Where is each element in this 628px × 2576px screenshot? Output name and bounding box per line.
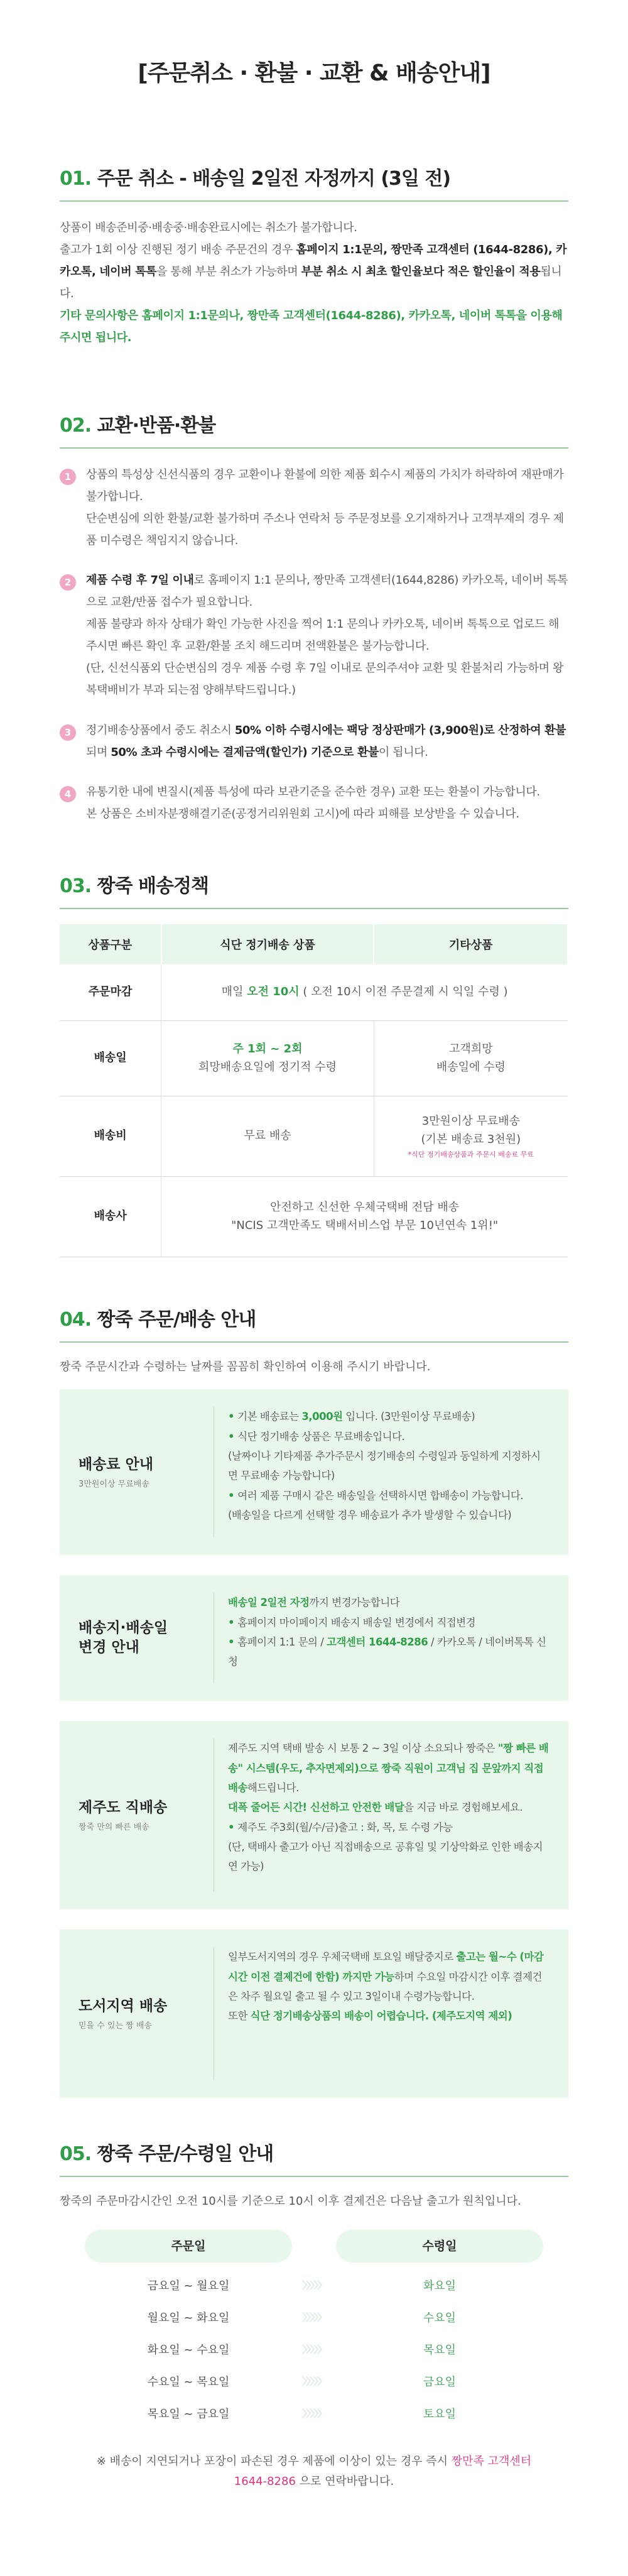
box-heading: 배송료 안내 3만원이상 무료배송	[78, 1456, 154, 1490]
list-item	[60, 781, 568, 825]
table-row: 목요일 ~ 금요일 〉〉〉〉〉 토요일	[85, 2397, 543, 2429]
section-heading: 교환·반품·환불	[97, 414, 216, 437]
box-heading: 도서지역 배송 믿을 수 있는 짱 배송	[78, 1998, 168, 2031]
table-cell: 고객희망 배송일에 수령	[374, 1021, 568, 1096]
section-title	[60, 1304, 568, 1331]
bullet-icon: •	[228, 1411, 238, 1423]
table-cell: 주 1회 ~ 2회 희망배송요일에 정기적 수령	[161, 1021, 374, 1096]
number-badge: 4	[60, 786, 76, 802]
section-title	[60, 870, 568, 898]
row-label: 배송사	[60, 1177, 161, 1257]
section-exchange-refund	[60, 410, 568, 825]
section-order-receive-dates	[60, 2138, 568, 2491]
divider	[60, 200, 568, 202]
divider	[60, 2176, 568, 2177]
table-row	[60, 1096, 568, 1177]
section-intro: 짱죽의 주문마감시간인 오전 10시를 기준으로 10시 이후 결제건은 다음날 출고가 원칙입니다.	[60, 2195, 521, 2208]
table-header: 상품구분	[60, 924, 161, 964]
arrow-icon: 〉〉〉〉〉	[301, 2408, 326, 2420]
section-delivery-policy	[60, 870, 568, 1258]
section-order-cancel	[60, 163, 568, 349]
bullet-icon: •	[228, 1821, 238, 1833]
list-item	[60, 719, 568, 763]
row-label: 배송일	[60, 1021, 161, 1096]
section-heading: 짱죽 주문/수령일 안내	[97, 2143, 274, 2166]
row-label: 주문마감	[60, 964, 161, 1021]
box-content: • 기본 배송료는 3,000원 입니다. (3만원이상 무료배송) • 식단 정기배송 상품은 무료배송입니다. (날짜이나 기타제품 추가주문시 정기배송의 수령일과 동일하게 지정하시면 무료배송 가능합니다) • 여러 제품 구매시 같은 배송일을 선택하시면 합배송이 가능합니다. (배송일을 다르게 선택할 경우 배송료가 추가 발생할 수 있습니다)	[214, 1407, 550, 1537]
section-number: 01.	[60, 168, 92, 190]
section-heading: 짱죽 주문/배송 안내	[97, 1309, 256, 1331]
table-header-row	[60, 924, 568, 964]
divider	[60, 447, 568, 449]
list-item	[60, 464, 568, 552]
item-text: 정기배송상품에서 중도 취소시 50% 이하 수령시에는 팩당 정상판매가 (3,900원)로 산정하여 환불되며 50% 초과 수령시에는 결제금액(할인가) 기준으로 환불이 됩니다.	[86, 723, 566, 759]
cancel-line-3: 기타 문의사항은 홈페이지 1:1문의나, 짱만족 고객센터(1644-8286), 카카오톡, 네이버 톡톡을 이용해 주시면 됩니다.	[60, 309, 563, 345]
section-title	[60, 2138, 568, 2166]
table-row	[60, 1021, 568, 1096]
table-row: 화요일 ~ 수요일 〉〉〉〉〉 목요일	[85, 2333, 543, 2365]
section-heading: 짱죽 배송정책	[97, 875, 208, 897]
bullet-icon: •	[228, 1430, 238, 1443]
arrow-icon: 〉〉〉〉〉	[301, 2279, 326, 2292]
section-heading: 주문 취소 - 배송일 2일전 자정까지 (3일 전)	[97, 168, 451, 190]
table-cell: 안전하고 신선한 우체국택배 전담 배송 "NCIS 고객만족도 택배서비스업 부문 10년연속 1위!"	[161, 1177, 568, 1257]
divider	[60, 908, 568, 909]
cancel-line-1: 상품이 배송준비중·배송중·배송완료시에는 취소가 불가합니다.	[60, 221, 357, 234]
contact-note: ※ 배송이 지연되거나 포장이 파손된 경우 제품에 이상이 있는 경우 즉시 짱만족 고객센터 1644-8286 으로 연락바랍니다.	[96, 2455, 532, 2488]
number-badge: 2	[60, 574, 76, 591]
info-box-shipping-fee	[60, 1389, 568, 1555]
item-text: 유통기한 내에 변질시(제품 특성에 따라 보관기준을 준수한 경우) 교환 또는 환불이 가능합니다. 본 상품은 소비자분쟁해결기준(공정거리위원회 고시)에 따라 피해를 보상받을 수 있습니다.	[86, 785, 540, 821]
info-box-island-delivery	[60, 1929, 568, 2098]
section-number: 04.	[60, 1309, 92, 1331]
cancel-text	[60, 217, 568, 349]
section-number: 02.	[60, 414, 92, 437]
cancel-line-2: 출고가 1회 이상 진행된 정기 배송 주문건의 경우 홈페이지 1:1문의, 짱만족 고객센터 (1644-8286), 카카오톡, 네이버 톡톡을 통해 부분 취소가 가능하며 부분 취소 시 최초 할인율보다 적은 할인율이 적용됩니다.	[60, 243, 567, 301]
box-content: 배송일 2일전 자정까지 변경가능합니다 • 홈페이지 마이페이지 배송지 배송일 변경에서 직접변경 • 홈페이지 1:1 문의 / 고객센터 1644-8286 / 카카오톡 / 네이버톡톡 신청	[214, 1593, 550, 1683]
table-row: 월요일 ~ 화요일 〉〉〉〉〉 수요일	[85, 2301, 543, 2333]
item-text: 제품 수령 후 7일 이내로 홈페이지 1:1 문의나, 짱만족 고객센터(1644,8286) 카카오톡, 네이버 톡톡으로 교환/반품 접수가 필요합니다. 제품 불량과 하자 상태가 확인 가능한 사진을 찍어 1:1 문의나 카카오톡, 네이버 톡톡으로 업로드 해주시면 빠른 확인 후 교환/환불 조치 해드리며 전액환불은 불가능합니다. (단, 신선식품외 단순변심의 경우 제품 수령 후 7일 이내로 문의주셔야 교환 및 환불처리 가능하며 왕복택배비가 부과 되는점 양해부탁드립니다.)	[86, 573, 568, 697]
number-badge: 1	[60, 469, 76, 485]
section-title	[60, 410, 568, 437]
table-header: 기타상품	[374, 924, 568, 964]
info-box-jeju-delivery	[60, 1721, 568, 1909]
table-header-row	[85, 2230, 543, 2262]
order-day-header: 주문일	[85, 2230, 292, 2262]
receive-day-header: 수령일	[336, 2230, 543, 2262]
box-heading: 제주도 직배송 짱죽 만의 빠른 배송	[78, 1799, 168, 1833]
row-label: 배송비	[60, 1096, 161, 1177]
arrow-icon: 〉〉〉〉〉	[301, 2311, 326, 2324]
table-cell: 매일 오전 10시 ( 오전 10시 이전 주문결제 시 익일 수령 )	[161, 964, 568, 1021]
number-badge: 3	[60, 724, 76, 741]
box-content: 일부도서지역의 경우 우체국택배 토요일 배달중지로 출고는 월~수 (마감시간 이전 결제건에 한함) 까지만 가능하며 수요일 마감시간 이후 결제건은 차주 월요일 출고 될 수 있고 3일이내 수령가능합니다. 또한 식단 정기배송상품의 배송이 어렵습니다. (제주도지역 제외)	[214, 1947, 550, 2080]
section-number: 05.	[60, 2143, 92, 2166]
item-text: 상품의 특성상 신선식품의 경우 교환이나 환불에 의한 제품 회수시 제품의 가치가 하락하여 재판매가 불가합니다. 단순변심에 의한 환불/교환 불가하며 주소나 연락처 등 주문정보를 오기재하거나 고객부재의 경우 제품 미수령은 책임지지 않습니다.	[86, 467, 564, 547]
section-number: 03.	[60, 875, 92, 897]
bullet-icon: •	[228, 1616, 238, 1629]
divider	[60, 1341, 568, 1343]
table-header: 식단 정기배송 상품	[161, 924, 374, 964]
bullet-icon: •	[228, 1489, 238, 1502]
table-cell: 무료 배송	[161, 1096, 374, 1177]
list-item	[60, 569, 568, 702]
page-title: [주문취소 · 환불 · 교환 & 배송안내]	[138, 60, 490, 86]
table-row: 수요일 ~ 목요일 〉〉〉〉〉 금요일	[85, 2365, 543, 2397]
info-box-address-change	[60, 1575, 568, 1701]
arrow-icon: 〉〉〉〉〉	[301, 2376, 326, 2388]
section-intro: 짱죽 주문시간과 수령하는 날짜를 꼼꼼히 확인하여 이용해 주시기 바랍니다.	[60, 1360, 431, 1374]
table-row	[60, 964, 568, 1021]
order-receive-table	[85, 2230, 543, 2429]
delivery-policy-table	[60, 924, 568, 1258]
box-content: 제주도 지역 택배 발송 시 보통 2 ~ 3일 이상 소요되나 짱죽은 "짱 빠른 배송" 시스템(우도, 추자면제외)으로 짱죽 직원이 고객님 집 문앞까지 직접 배송해드립니다. 대폭 줄어든 시간! 신선하고 안전한 배달을 지금 바로 경험해보세요. • 제주도 주3회(월/수/금)출고 : 화, 목, 토 수령 가능 (단, 택배사 출고가 아닌 직접배송으로 공휴일 및 기상악화로 인한 배송지연 가능)	[214, 1738, 550, 1892]
box-heading: 배송지·배송일 변경 안내	[78, 1620, 168, 1656]
table-row: 금요일 ~ 월요일 〉〉〉〉〉 화요일	[85, 2269, 543, 2301]
arrow-icon: 〉〉〉〉〉	[301, 2344, 326, 2356]
bullet-icon: •	[228, 1636, 238, 1649]
section-order-delivery-guide	[60, 1304, 568, 2098]
section-title	[60, 163, 568, 190]
table-row	[60, 1177, 568, 1257]
table-cell: 3만원이상 무료배송 (기본 배송료 3천원) *식단 정기배송상품과 주문시 배송료 무료	[374, 1096, 568, 1177]
